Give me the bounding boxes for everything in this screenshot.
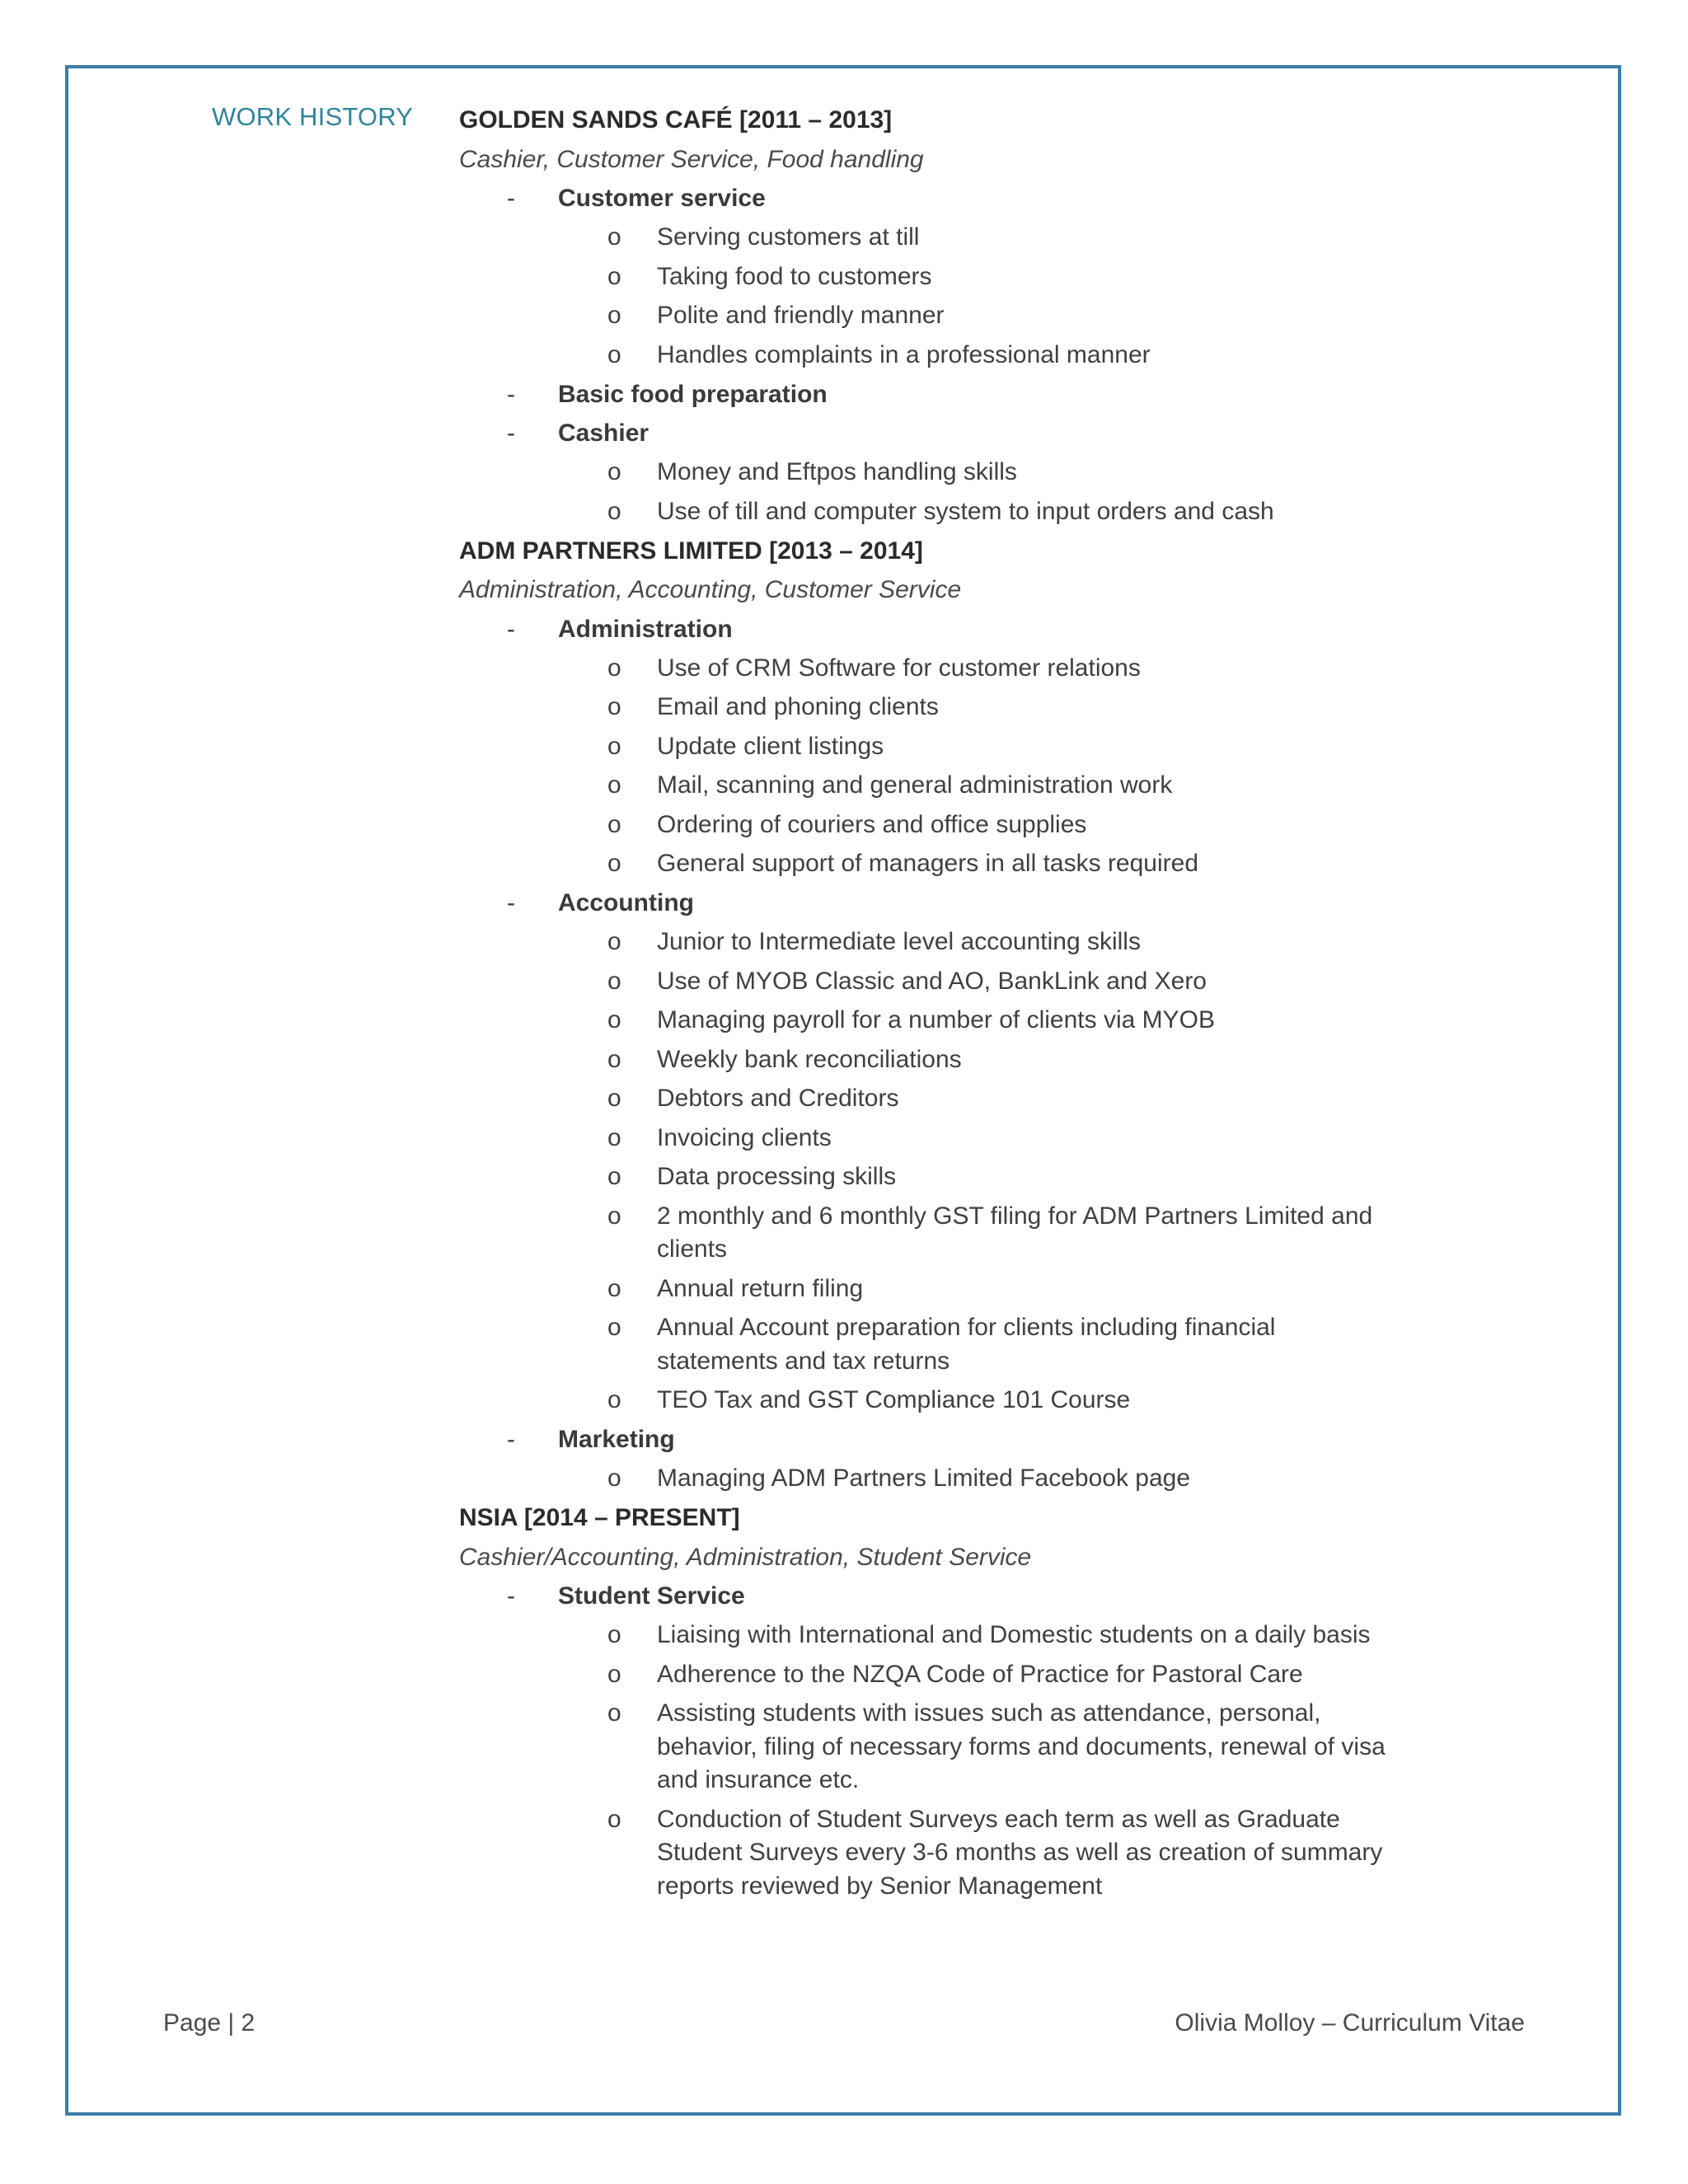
job-entry <box>459 1498 1390 1906</box>
list-item-text: Use of till and computer system to input orders and cash <box>657 497 1274 525</box>
skill-group-label: Marketing <box>558 1426 675 1453</box>
circle-bullet: o <box>607 810 621 838</box>
list-item <box>459 1616 1390 1656</box>
dash-bullet: - <box>507 1582 515 1610</box>
list-item <box>459 1309 1390 1381</box>
circle-bullet: o <box>607 1465 621 1492</box>
skill-group-label: Cashier <box>558 419 649 447</box>
list-item-text: Managing ADM Partners Limited Facebook page <box>657 1465 1191 1492</box>
list-item <box>459 1460 1390 1499</box>
circle-bullet: o <box>607 1085 621 1112</box>
list-item-text: General support of managers in all tasks required <box>657 850 1199 877</box>
list-item-text: Use of CRM Software for customer relations <box>657 654 1141 682</box>
skill-group-heading <box>459 610 1390 649</box>
list-item-text: Weekly bank reconciliations <box>657 1045 962 1073</box>
list-item-text: Money and Eftpos handling skills <box>657 458 1017 485</box>
list-item <box>459 1694 1390 1801</box>
circle-bullet: o <box>607 497 621 525</box>
skill-group-heading <box>459 179 1390 218</box>
dash-bullet: - <box>507 419 515 447</box>
circle-bullet: o <box>607 1699 621 1727</box>
list-item <box>459 766 1390 806</box>
list-item <box>459 1269 1390 1309</box>
list-item <box>459 805 1390 845</box>
list-item-text: 2 monthly and 6 monthly GST filing for ADM Partners Limited and clients <box>657 1202 1373 1263</box>
job-entry <box>459 101 1390 532</box>
circle-bullet: o <box>607 1202 621 1230</box>
circle-bullet: o <box>607 1621 621 1648</box>
skill-group-heading <box>459 1420 1390 1460</box>
job-entry <box>459 532 1390 1499</box>
circle-bullet: o <box>607 1274 621 1302</box>
list-item-text: Liaising with International and Domestic students on a daily basis <box>657 1621 1371 1648</box>
list-item-text: Junior to Intermediate level accounting skills <box>657 928 1141 955</box>
list-item <box>459 1655 1390 1694</box>
list-item <box>459 492 1390 532</box>
circle-bullet: o <box>607 262 621 290</box>
list-item <box>459 1001 1390 1041</box>
job-title: NSIA [2014 – PRESENT] <box>459 1504 740 1531</box>
list-item <box>459 962 1390 1001</box>
list-item <box>459 923 1390 963</box>
circle-bullet: o <box>607 302 621 329</box>
list-item-text: Adherence to the NZQA Code of Practice for Pastoral Care <box>657 1660 1303 1688</box>
section-label-work-history: WORK HISTORY <box>212 102 414 131</box>
skill-group-label: Student Service <box>558 1582 745 1610</box>
list-item <box>459 727 1390 766</box>
list-item-text: Use of MYOB Classic and AO, BankLink and Xero <box>657 967 1207 995</box>
job-title: ADM PARTNERS LIMITED [2013 – 2014] <box>459 537 923 565</box>
job-title: GOLDEN SANDS CAFÉ [2011 – 2013] <box>459 106 893 134</box>
skill-group-label: Basic food preparation <box>558 380 828 408</box>
list-item-text: Polite and friendly manner <box>657 302 945 329</box>
circle-bullet: o <box>607 458 621 485</box>
list-item <box>459 1800 1390 1906</box>
circle-bullet: o <box>607 771 621 799</box>
job-roles: Administration, Accounting, Customer Service <box>459 576 962 603</box>
list-item <box>459 688 1390 728</box>
list-item <box>459 297 1390 336</box>
list-item <box>459 1080 1390 1119</box>
list-item <box>459 1040 1390 1080</box>
circle-bullet: o <box>607 1163 621 1190</box>
circle-bullet: o <box>607 1123 621 1151</box>
list-item-text: Debtors and Creditors <box>657 1085 899 1112</box>
circle-bullet: o <box>607 223 621 251</box>
circle-bullet: o <box>607 1805 621 1833</box>
page-number: Page | 2 <box>163 2009 256 2036</box>
circle-bullet: o <box>607 693 621 720</box>
circle-bullet: o <box>607 654 621 682</box>
list-item-text: TEO Tax and GST Compliance 101 Course <box>657 1386 1131 1413</box>
list-item <box>459 649 1390 688</box>
list-item-text: Handles complaints in a professional manner <box>657 340 1151 368</box>
list-item <box>459 1381 1390 1421</box>
skill-group-label: Customer service <box>558 185 766 212</box>
list-item <box>459 335 1390 375</box>
circle-bullet: o <box>607 850 621 877</box>
list-item-text: Taking food to customers <box>657 262 932 290</box>
list-item <box>459 257 1390 297</box>
list-item-text: Conduction of Student Surveys each term as well as Graduate Student Surveys every 3-6 months as well as creation of summary reports reviewed by Senior Management <box>657 1805 1383 1900</box>
skill-group-heading <box>459 375 1390 415</box>
circle-bullet: o <box>607 1006 621 1033</box>
skill-group-label: Accounting <box>558 889 694 916</box>
circle-bullet: o <box>607 928 621 955</box>
list-item <box>459 1158 1390 1197</box>
list-item-text: Mail, scanning and general administration work <box>657 771 1173 799</box>
list-item-text: Managing payroll for a number of clients via MYOB <box>657 1006 1215 1033</box>
dash-bullet: - <box>507 889 515 916</box>
list-item-text: Update client listings <box>657 732 884 760</box>
skill-group-label: Administration <box>558 615 733 643</box>
list-item <box>459 453 1390 493</box>
job-roles: Cashier, Customer Service, Food handling <box>459 145 924 173</box>
list-item-text: Assisting students with issues such as attendance, personal, behavior, filing of necessary forms and documents, renewal of visa and insurance etc. <box>657 1699 1386 1793</box>
dash-bullet: - <box>507 185 515 212</box>
dash-bullet: - <box>507 1426 515 1453</box>
list-item <box>459 845 1390 884</box>
list-item-text: Annual return filing <box>657 1274 864 1302</box>
job-roles: Cashier/Accounting, Administration, Student Service <box>459 1543 1032 1571</box>
skill-group-heading <box>459 1577 1390 1616</box>
list-item <box>459 218 1390 258</box>
work-history-content <box>459 101 1390 1906</box>
list-item-text: Email and phoning clients <box>657 693 939 720</box>
skill-group-heading <box>459 414 1390 453</box>
dash-bullet: - <box>507 615 515 643</box>
list-item-text: Annual Account preparation for clients including financial statements and tax returns <box>657 1314 1276 1375</box>
circle-bullet: o <box>607 340 621 368</box>
list-item <box>459 1118 1390 1158</box>
list-item-text: Serving customers at till <box>657 223 920 251</box>
circle-bullet: o <box>607 1314 621 1341</box>
circle-bullet: o <box>607 732 621 760</box>
circle-bullet: o <box>607 967 621 995</box>
document-title: Olivia Molloy – Curriculum Vitae <box>1175 2009 1525 2036</box>
list-item-text: Ordering of couriers and office supplies <box>657 810 1087 838</box>
list-item-text: Invoicing clients <box>657 1123 832 1151</box>
list-item <box>459 1197 1390 1269</box>
circle-bullet: o <box>607 1660 621 1688</box>
skill-group-heading <box>459 883 1390 923</box>
circle-bullet: o <box>607 1045 621 1073</box>
list-item-text: Data processing skills <box>657 1163 897 1190</box>
circle-bullet: o <box>607 1386 621 1413</box>
dash-bullet: - <box>507 380 515 408</box>
